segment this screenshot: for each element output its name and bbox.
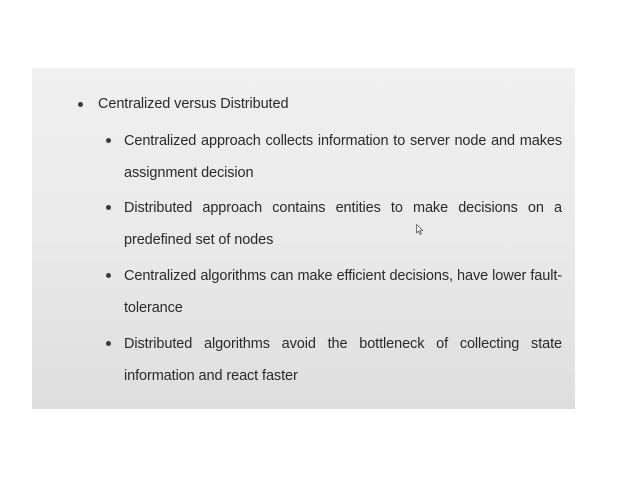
sub-bullet-text: Centralized algorithms can make efficient decisions, have lower fault-tolerance (124, 268, 562, 316)
sub-bullet-1 (106, 125, 562, 189)
mouse-pointer-icon (416, 224, 424, 235)
slide-panel (32, 68, 575, 409)
slide-heading-bullet: Centralized versus Distributed (98, 96, 289, 112)
sub-bullet-text: Distributed algorithms avoid the bottleneck of collecting state information and react faster (124, 336, 562, 384)
bullet-dot-icon (106, 205, 111, 210)
sub-bullet-3 (106, 260, 562, 324)
sub-bullet-text: Centralized approach collects information to server node and makes assignment decision (124, 133, 562, 181)
bullet-dot-icon (106, 273, 111, 278)
sub-bullet-2 (106, 192, 562, 256)
sub-bullet-text: Distributed approach contains entities to make decisions on a predefined set of nodes (124, 200, 562, 248)
bullet-dot-icon (106, 138, 111, 143)
bullet-dot-icon (106, 341, 111, 346)
top-level-bullet (78, 94, 288, 114)
sub-bullet-4 (106, 328, 562, 392)
bullet-dot-icon (78, 102, 83, 107)
